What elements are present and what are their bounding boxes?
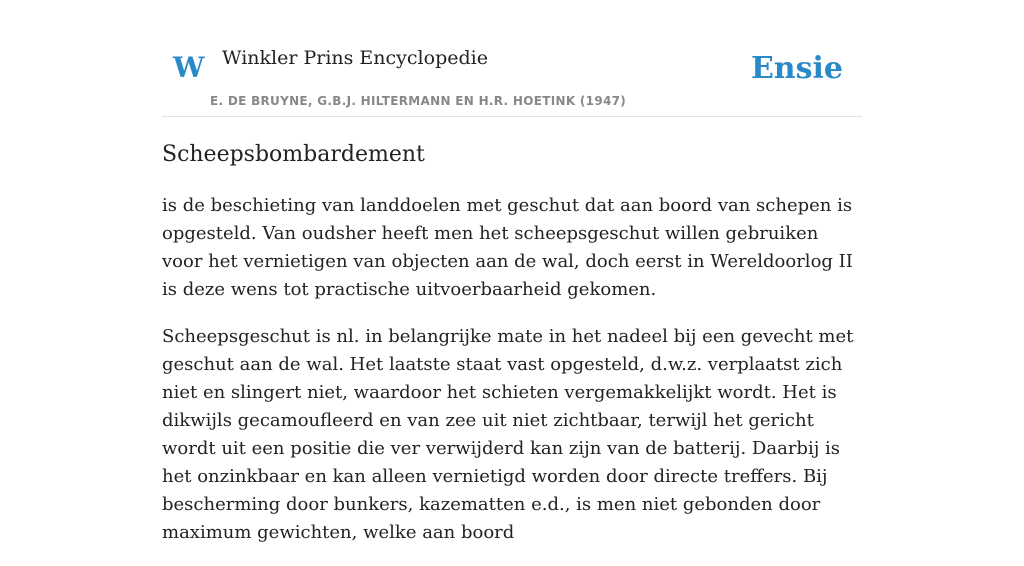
article-paragraph: Scheepsgeschut is nl. in belangrijke mate in het nadeel bij een gevecht met geschut aan de wal. Het laatste staat vast opgesteld, d.w.z. verplaatst zich niet en slingert niet, waardoor het schieten vergemakkelijkt wordt. Het is dikwijls gecamoufleerd en van zee uit niet zichtbaar, terwijl het gericht wordt uit een positie die ver verwijderd kan zijn van de batterij. Daarbij is het onzinkbaar en kan alleen vernietigd worden door directe treffers. Bij bescherming door bunkers, kazematten e.d., is men niet gebonden door maximum gewichten, welke aan boord [162,326,854,543]
publication-title[interactable]: Winkler Prins Encyclopedie [222,47,488,69]
article-body [162,192,862,566]
header [162,0,862,117]
publication-authors: E. DE BRUYNE, G.B.J. HILTERMANN EN H.R. HOETINK (1947) [210,94,627,108]
brand-logo[interactable]: Ensie [750,51,843,86]
article-title: Scheepsbombardement [162,142,425,167]
article-paragraph: is de beschieting van landdoelen met geschut dat aan boord van schepen is opgesteld. Van oudsher heeft men het scheepsgeschut willen gebruiken voor het vernietigen van objecten aan de wal, doch eerst in Wereldoorlog II is deze wens tot practische uitvoerbaarheid gekomen. [162,195,853,300]
publication-logo[interactable]: W [173,51,205,84]
page [162,0,862,543]
